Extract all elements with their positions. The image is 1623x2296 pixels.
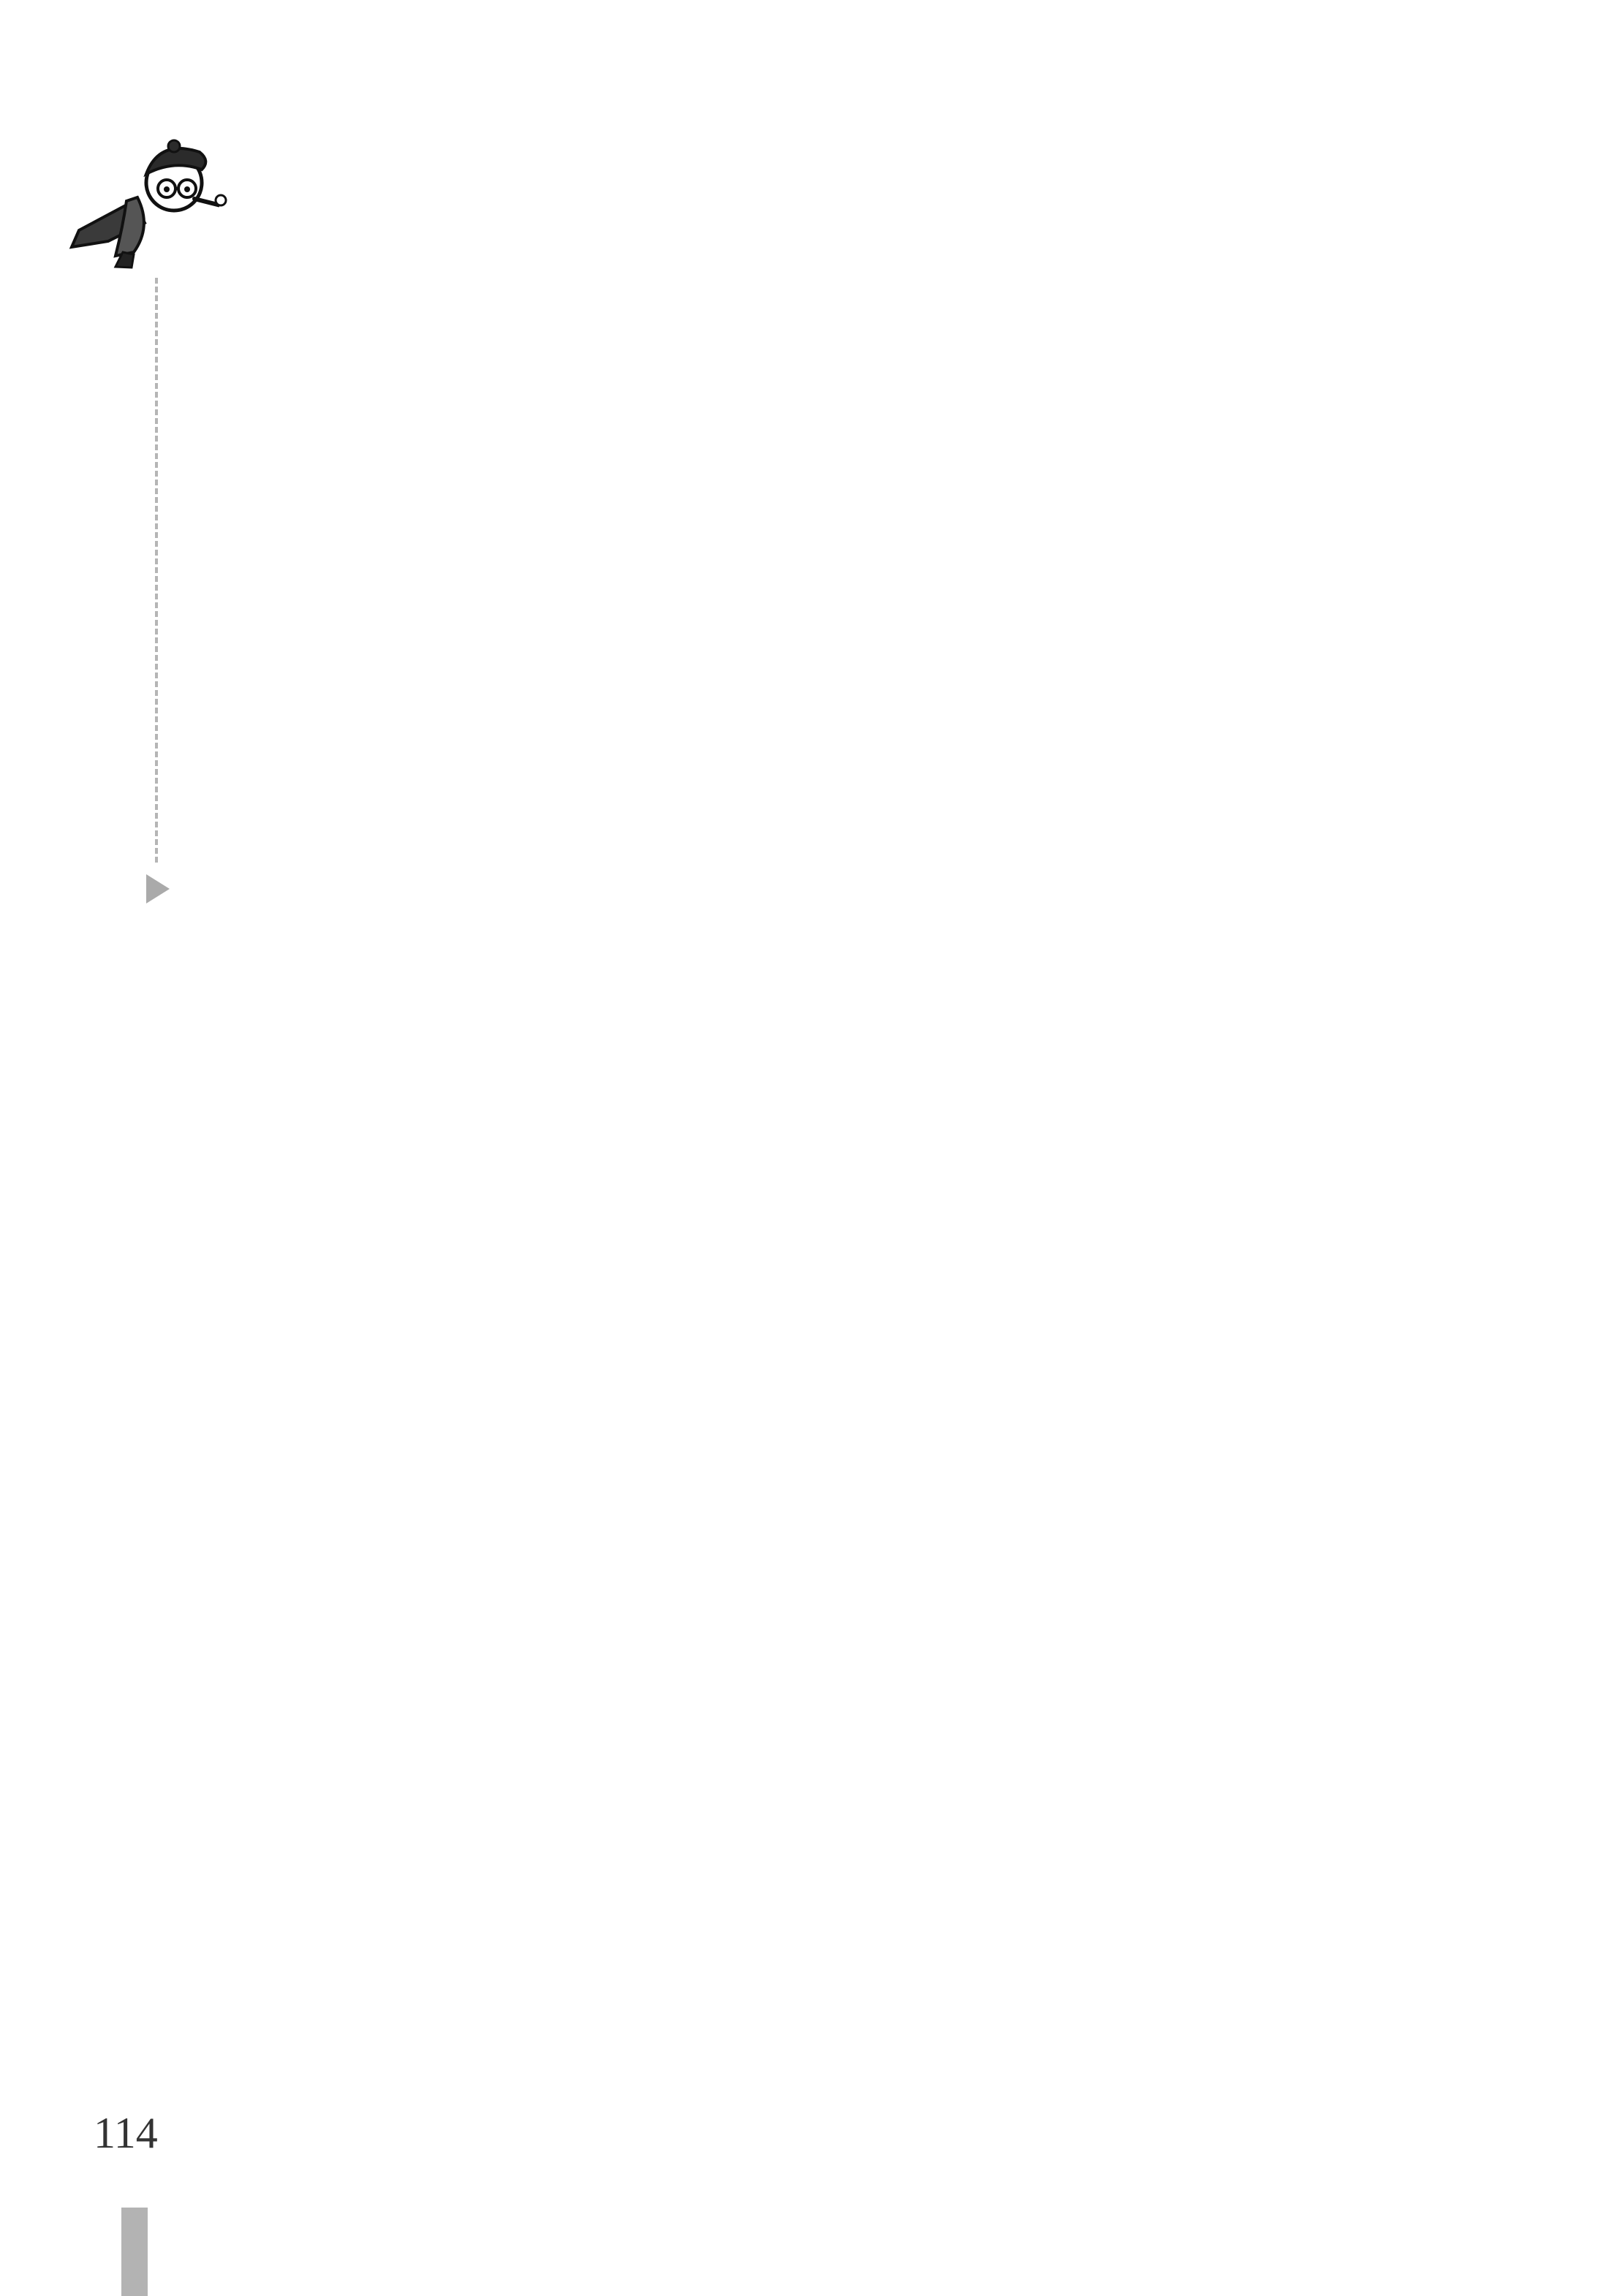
page-number: 114 (94, 2109, 158, 2157)
body-text (219, 219, 1462, 2061)
text-column (1195, 219, 1253, 2061)
text-column (219, 219, 278, 2061)
text-column (707, 219, 765, 2061)
header-divider (155, 278, 158, 863)
text-column (1125, 219, 1184, 2061)
text-column (1334, 219, 1393, 2061)
text-column (567, 219, 626, 2061)
text-column (638, 219, 696, 2061)
text-column (289, 219, 347, 2061)
text-column (359, 219, 417, 2061)
mascot-illustration (64, 132, 232, 270)
text-column (847, 219, 905, 2061)
text-column (1264, 219, 1323, 2061)
running-header (104, 278, 170, 863)
text-column (985, 219, 1044, 2061)
text-column (1055, 219, 1113, 2061)
text-column (776, 219, 835, 2061)
text-column (916, 219, 975, 2061)
text-column (498, 219, 556, 2061)
triangle-arrow-icon (143, 871, 173, 906)
text-column (428, 219, 487, 2061)
text-column (1404, 219, 1462, 2061)
page-edge-tab (121, 2208, 148, 2296)
